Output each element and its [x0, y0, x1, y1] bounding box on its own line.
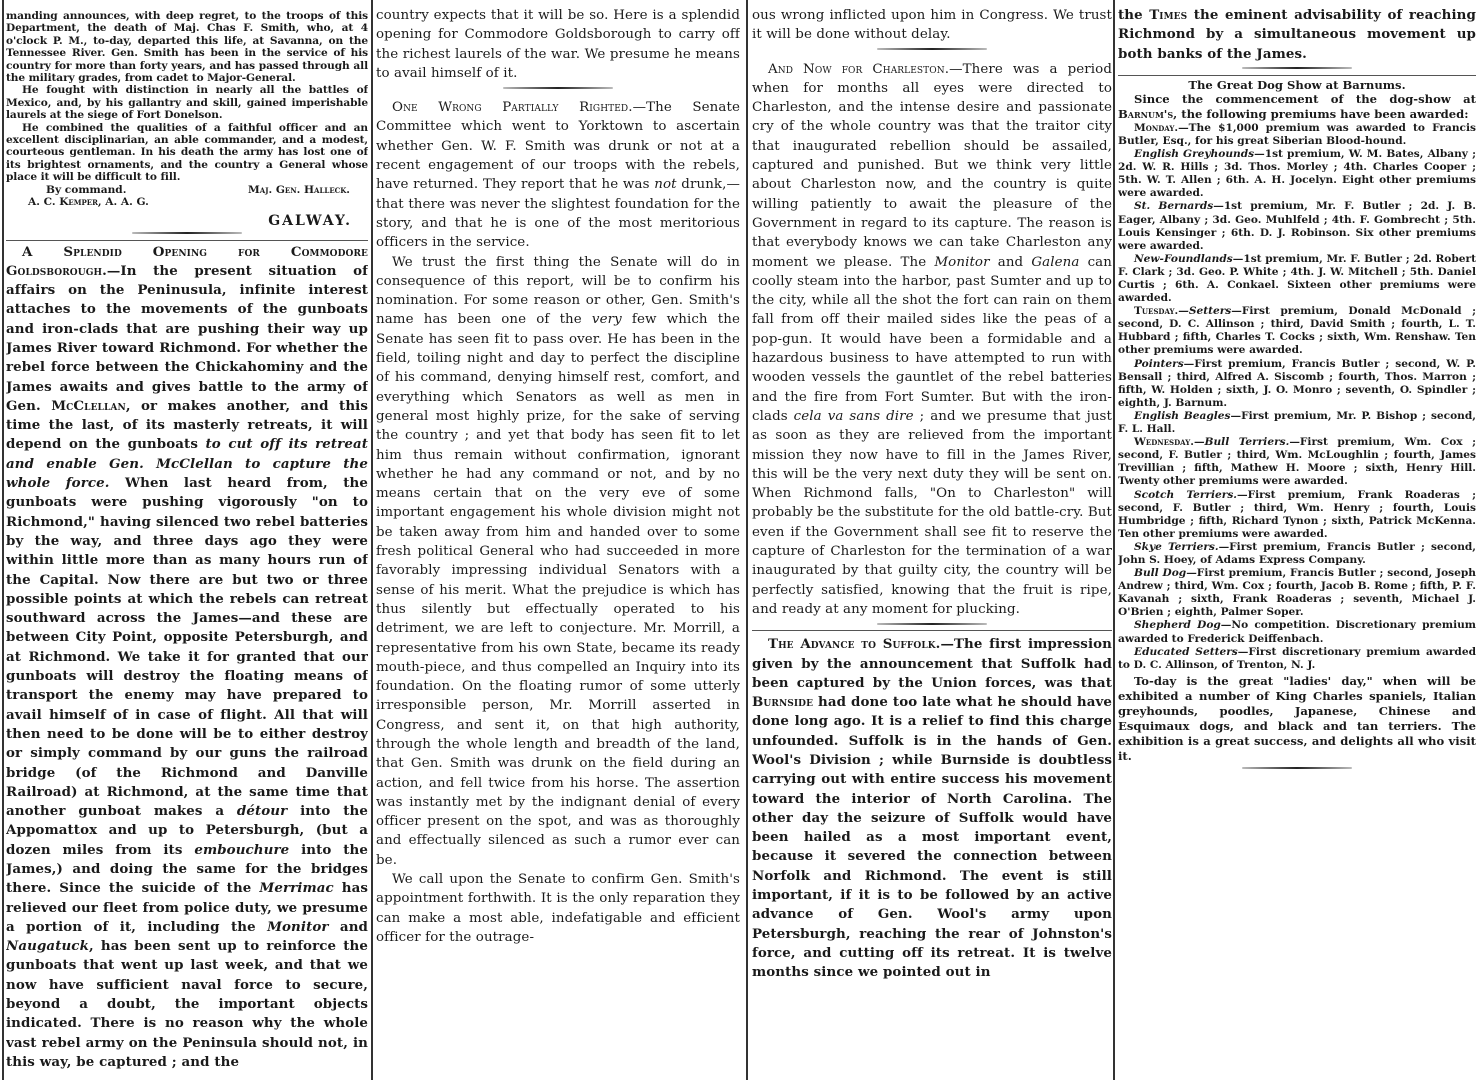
ship-name: Merrimac — [259, 880, 334, 897]
byline-galway: GALWAY. — [268, 212, 352, 229]
divider — [6, 240, 368, 241]
article-text: has relieved our fleet from police duty, we presume a portion of it, including the — [6, 880, 368, 935]
article-heading: And Now for Charleston. — [768, 61, 950, 77]
column-3 — [752, 0, 1112, 983]
article-heading: One Wrong Partially Righted. — [392, 100, 633, 116]
article-text: —The Senate Committee which went to Yorktown to ascertain whether Gen. W. F. Smith was drunk or not at a recent engagement of our troops with the rebels, have returned. They report that he was — [376, 100, 740, 193]
premium-entry — [1118, 358, 1476, 410]
article-text: , has been sent up to reinforce the gunboats that went up last week, and that we now have sufficient naval force to secure, beyond a doubt, the important objects indicated. There is no reason why the whole vast rebel army on the Peninsula should not, in this way, be captured ; and the — [6, 938, 368, 1070]
premium-text: —1st premium, Mr. F. Butler ; 2d. J. B. Eager, Albany ; 3d. Geo. Muhlfeld ; 4th. F. Gombrecht ; 5th. Louis Kensinger ; 6th. D. J. Robinson. Six other premiums were awarded. — [1118, 200, 1476, 252]
premium-text: —1st premium, W. M. Bates, Albany ; 2d. W. R. Hills ; 3d. Thos. Morley ; 4th. Charles Cooper ; 5th. W. T. Allen ; 6th. A. H. Jocelyn. Eight other premiums were awarded. — [1118, 148, 1476, 200]
article-text: the eminent advisability of reaching Richmond by a simultaneous movement up both banks of the James. — [1118, 7, 1476, 62]
italic-text: not — [654, 177, 677, 193]
breed-category: New-Foundlands — [1134, 252, 1233, 265]
divider — [752, 630, 1112, 631]
separator — [1118, 64, 1476, 73]
article-splendid-opening — [6, 243, 368, 1073]
premium-entry — [1118, 200, 1476, 252]
separator — [1118, 764, 1476, 773]
premium-entry — [1118, 122, 1476, 148]
article-heading: A Splendid Opening for Commodore Goldsborough. — [6, 243, 368, 279]
premium-entry — [1118, 541, 1476, 567]
article-text: When last heard from, the gunboats were pushing vigorously "on to Richmond," having silenced two rebel batteries by the way, and three days ago they were within little more than as many hours run of the Capital. Now there are but two or three possible points at which the rebels can retreat southward across the James—and these are between City Point, opposite Petersburgh, and at Richmond. We take it for granted that our gunboats will destroy the floating means of transport the enemy may have prepared to avail himself of in case of flight. All that will then need to be done will be to either destroy or simply command by our guns the railroad bridge (of the Richmond and Danville Railroad) at Richmond, at the same time that another gunboat makes a — [6, 475, 368, 820]
continuation-text: ous wrong inflicted upon him in Congress. We trust it will be done without delay. — [752, 8, 1112, 43]
article-text: few which the Senate has seen fit to pass over. He has been in the field, toiling night and day to perfect the discipline of his command, denying himself rest, comfort, and everything which Senators as well as men in general most highly prize, for the sake of serving the country ; and yet that body has seen fit to let him thus remain without confirmation, ignorant whether he had any command or not, and by no means certain that on the very eve of some important engagement his whole division might not be taken away from him and handed over to some fresh political General who had succeeded in more favorably impressing individual Senators with a sense of his merit. What the prejudice is which has thus silently but effectually operated to his detriment, we are left to conjecture. Mr. Morrill, a representative from his own State, became its ready mouth-piece, and thus compelled an Inquiry into its foundation. On the floating rumor of some utterly irresponsible person, Mr. Morrill asserted in Congress, and sent it, on that high authority, through the whole length and breadth of the land, that Gen. Smith was drunk on the field during an action, and fell twice from his horse. The assertion was instantly met by the indignant denial of every officer present on the spot, and was as thoroughly and effectually silenced as such a rumor ever can be. — [376, 312, 740, 868]
premium-text: —No competition. Discretionary premium awarded to Frederick Deiffenbach. — [1118, 619, 1476, 645]
article-text: ; and we presume that just as soon as they are relieved from the important mission they now have to fill in the James River, this will be the very next duty they will be sent on. When Richmond falls, "On to Charleston" will probably be the substitute for the old battle-cry. But even if the Government shall see fit to reserve the capture of Charleston for the termination of a war inaugurated by that guilty city, the country will be perfectly satisfied, knowing that the fruit is ripe, and ready at any moment for plucking. — [752, 408, 1112, 617]
separator — [376, 83, 740, 92]
italic-text: détour — [236, 803, 288, 820]
premium-text: —First premium, Francis Butler ; second, Joseph Andrew ; third, Wm. Cox ; fourth, Jacob B. Rome ; fifth, P. F. Kavanah ; sixth, Frank Roaderas ; seventh, Michael J. O'Brien ; eighth, Palmer Soper. — [1118, 567, 1476, 619]
article-text: into the James,) and doing the same for the bridges there. Since the suicide of the — [6, 841, 368, 897]
premium-text: —The $1,000 premium was awarded to Francis Butler, Esq., for his great Siberian Blood-hound. — [1118, 121, 1476, 147]
premium-entry — [1118, 646, 1476, 672]
premium-text: —First premium, Mr. P. Bishop ; second, F. L. Hall. — [1118, 409, 1476, 436]
premium-entry — [1118, 436, 1476, 488]
premium-entry — [1118, 619, 1476, 645]
column-rule — [746, 0, 748, 1080]
breed-category: —Setters — [1178, 305, 1232, 318]
ship-name: Galena — [1031, 254, 1080, 270]
premium-text: —1st premium, Mr. F. Butler ; 2d. Robert F. Clark ; 3d. Geo. P. White ; 4th. J. W. Mitchell ; 5th. Daniel Curtis ; 6th. A. Conkael. Sixteen other premiums were awarded. — [1118, 252, 1476, 305]
article-text: into the Appomattox and up to Petersburgh, (but a dozen miles from its — [6, 803, 368, 858]
breed-category: Bull Dog — [1134, 567, 1187, 580]
column-1 — [6, 0, 368, 1072]
separator — [752, 619, 1112, 628]
italic-text: embouchure — [194, 841, 290, 858]
premium-text: —First discretionary premium awarded to D. C. Allinson, of Trenton, N. J. — [1118, 645, 1476, 671]
article-text: —There was a period when for months all eyes were directed to Charleston, and the intense desire and passionate cry of the whole country was that the traitor city that inaugurated rebellion should be assailed, captured and punished. But we think very little about Charleston now, and the country is quite willing patiently to await the pleasure of the Government in regard to its capture. The reason is that everybody knows we can take Charleston any moment we please. The — [752, 61, 1112, 270]
breed-category: Shepherd Dog — [1134, 619, 1221, 632]
premium-text: —First premium, Wm. Cox ; second, F. Butler ; third, Wm. McLoughlin ; fourth, James Trevillian ; fifth, Mathew H. Moore ; sixth, Henry Hill. Twenty other premiums were awarded. — [1118, 436, 1476, 488]
divider — [1118, 75, 1476, 76]
separator — [6, 229, 368, 238]
article-text: drunk,—that there was never the slightest foundation for the story, and that he is one of the most meritorious officers in the service. — [376, 177, 740, 251]
breed-category: Skye Terriers. — [1134, 540, 1219, 553]
premium-text: —First premium, Donald McDonald ; second, D. C. Allinson ; third, David Smith ; fourth, L. T. Hubbard ; fifth, Charles T. Cocks ; sixth, Wm. Renshaw. Ten other premiums were awarded. — [1118, 305, 1476, 357]
premium-entry — [1118, 148, 1476, 200]
article-one-wrong — [376, 98, 740, 252]
premium-text: —First premium, Francis Butler ; second, John S. Hoey, of Adams Express Company. — [1118, 540, 1476, 566]
column-2 — [376, 0, 740, 947]
premium-text: —First premium, Francis Butler ; second, W. P. Bensall ; third, Alfred A. Siscomb ; fourth, Thos. Marron ; fifth, W. Holden ; sixth, J. O. Monro ; seventh, O. Spindler ; eighth, J. Barnum. — [1118, 357, 1476, 409]
article-suffolk — [752, 635, 1112, 982]
breed-category: —Bull Terriers. — [1193, 436, 1290, 449]
breed-category: Educated Setters — [1134, 645, 1238, 658]
italic-text: to cut off its retreat and enable Gen. McClellan to capture the whole force. — [6, 436, 368, 492]
premium-entry — [1118, 305, 1476, 357]
continuation-text — [1118, 0, 1476, 64]
column-rule — [1113, 0, 1115, 1080]
ship-name: Monitor — [267, 918, 329, 935]
article-text: and — [328, 918, 368, 935]
article-text: can coolly steam into the harbor, past Sumter and up to the city, while all the shot the fort can rain on them fall from off their mailed sides like the peas of a pop-gun. It would have been a formidable and a hazardous business to have attempted to run with wooden vessels the gauntlet of the rebel batteries and the fire from Fort Sumter. But with the iron-clads — [752, 254, 1112, 424]
column-rule — [371, 0, 373, 1080]
italic-text: very — [591, 312, 622, 328]
column-4 — [1118, 0, 1476, 773]
article-text: had done too late what he should have done long ago. It is a relief to find this charge unfounded. Suffolk is in the hands of Gen. Wool's Division ; while Burnside is doubtless carrying out with entire success his movement toward the interior of North Carolina. The other day the seizure of Suffolk would have been hailed as a most important event, because it severed the connection between Norfolk and Richmond. The event is still important, if it is to be followed by an active advance of Gen. Wool's army upon Petersburgh, reaching the rear of Johnston's force, and cutting off its retreat. It is twelve months since we pointed out in — [752, 694, 1112, 981]
name-barnum: Barnum's — [1118, 106, 1174, 121]
name-burnside: Burnside — [752, 694, 814, 711]
day-label: Monday. — [1134, 121, 1179, 134]
sig-kemper: A. C. Kemper, A. A. G. — [28, 196, 149, 209]
breed-category: Pointers — [1134, 357, 1184, 370]
premium-text: —First premium, Frank Roaderas ; second, F. Butler ; third, Wm. Henry ; fourth, Louis Humbridge ; fifth, Richard Tynon ; sixth, Patrick McKenna. Ten other premiums were awarded. — [1118, 488, 1476, 540]
newspaper-name: Times — [1149, 7, 1188, 23]
article-charleston — [752, 60, 1112, 620]
sig-halleck: Maj. Gen. Halleck. — [248, 183, 350, 196]
sig-by-command: By command. — [46, 183, 127, 196]
breed-category: Scotch Terriers. — [1134, 488, 1237, 501]
article-text: —In the present situation of affairs on the Peninusula, infinite interest attaches to the movements of the gunboats and iron-clads that are pushing their way up James River toward Richmond. For whether the rebel force between the Chickahominy and the James awaits and gives battle to the army of Gen. — [6, 262, 368, 414]
ship-name: Monitor — [934, 254, 990, 270]
premium-entry — [1118, 489, 1476, 541]
article-heading: The Advance to Suffolk. — [768, 636, 941, 653]
italic-text: cela va sans dire — [793, 408, 914, 424]
signature-line — [6, 184, 368, 196]
breed-category: English Beagles — [1134, 409, 1231, 422]
dog-show-intro — [1118, 92, 1476, 122]
article-text: and — [989, 254, 1032, 270]
name-mcclellan: McClellan — [51, 397, 126, 414]
article-text: , or makes another, and this time the last, of its masterly retreats, it will depend on the gunboats — [6, 397, 368, 453]
article-paragraph: We call upon the Senate to confirm Gen. Smith's appointment forthwith. It is the only reparation they can make a most able, indefatigable and efficient officer for the outrage- — [376, 872, 740, 945]
article-paragraph — [376, 253, 740, 871]
breed-category: St. Bernards — [1134, 200, 1214, 213]
notice-paragraph: manding announces, with deep regret, to the troops of this Department, the death of Maj. Chas F. Smith, who, at 4 o'clock P. M., to-day, departed this life, at Savanna, on the Tennessee River. Gen. Smith has been in the service of his country for more than forty years, and has passed through all the military grades, from cadet to Major-General. — [6, 10, 368, 85]
premium-entry — [1118, 253, 1476, 305]
closing-paragraph: To-day is the great "ladies' day," when will be exhibited a number of King Charles spaniels, Italian greyhounds, poodles, Japanese, Chinese and Esquimaux dogs, and black and tan terriers. The exhibition is a great success, and delights all who visit it. — [1118, 673, 1476, 763]
day-label: Wednesday. — [1134, 436, 1194, 449]
article-text: the — [1118, 7, 1150, 23]
article-text: , the following premiums have been awarded: — [1173, 106, 1469, 121]
ship-name: Naugatuck — [6, 938, 89, 955]
article-text: Since the commencement of the dog-show at — [1134, 91, 1476, 106]
notice-paragraph: He combined the qualities of a faithful officer and an excellent disciplinarian, an able commander, and a modest, courteous gentleman. In his death the army has lost one of its brightest ornaments, and the country a General whose place it will be difficult to fill. — [6, 121, 368, 184]
premium-entry — [1118, 410, 1476, 436]
article-text: —The first impression given by the announcement that Suffolk had been captured by the Union forces, was that — [752, 636, 1112, 691]
continuation-text: country expects that it will be so. Here is a splendid opening for Commodore Goldsborough to carry off the richest laurels of the war. We presume he means to avail himself of it. — [376, 8, 740, 81]
day-label: Tuesday. — [1134, 305, 1179, 318]
premium-entry — [1118, 567, 1476, 619]
notice-paragraph: He fought with distinction in nearly all the battles of Mexico, and, by his gallantry and skill, gained imperishable laurels at the siege of Fort Donelson. — [6, 84, 368, 122]
article-text: We trust the first thing the Senate will do in consequence of this report, will be to confirm his nomination. For some reason or other, Gen. Smith's name has been one of the — [376, 254, 740, 328]
premium-list — [1118, 122, 1476, 672]
dog-show-title: The Great Dog Show at Barnums. — [1188, 77, 1406, 92]
obituary-notice — [6, 0, 368, 229]
column-rule — [2, 0, 4, 1080]
breed-category: English Greyhounds — [1134, 148, 1255, 161]
separator — [752, 45, 1112, 54]
